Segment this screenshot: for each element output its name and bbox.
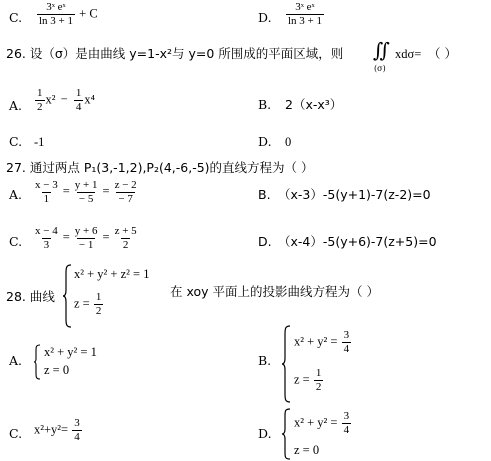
- q27-b-text: （x-3）-5(y+1)-7(z-2)=0: [278, 187, 431, 202]
- equals-sign: =: [62, 184, 70, 199]
- q26-a-minus: −: [60, 92, 68, 107]
- q25-d-fraction: [286, 2, 324, 27]
- q28-row2-prefix: z =: [74, 296, 90, 311]
- q25-d-denominator: ln 3 + 1: [288, 15, 323, 27]
- q26-a-fraction-2: [74, 88, 84, 113]
- q25-c-numerator: 3ˣ eˣ: [46, 1, 66, 13]
- q27-a-n3: z − 2: [114, 179, 137, 191]
- q25-c-denominator: ln 3 + 1: [39, 15, 74, 27]
- q28-d-row1-text: x² + y² =: [294, 415, 338, 430]
- left-brace-icon: [33, 344, 41, 380]
- q27-c-n3: z + 5: [114, 225, 137, 237]
- q27-c-label: C.: [9, 234, 23, 249]
- q27-c-d1: 3: [43, 239, 50, 251]
- q26-a-f2-num: 1: [75, 87, 82, 99]
- q28-row2-den: 2: [95, 305, 102, 317]
- q26-a-term-1: x²: [45, 92, 56, 107]
- q27-a-n2: y + 1: [74, 179, 98, 191]
- q25-c-tail: + C: [79, 6, 98, 21]
- q28-c-expression: [34, 418, 83, 443]
- q28-row2: [74, 292, 104, 317]
- q28-b-row2: [294, 368, 324, 393]
- q27-a-d1: 1: [43, 193, 50, 205]
- q27-b-label: B.: [258, 187, 271, 202]
- q28-c-label: C.: [9, 426, 23, 441]
- equals-sign: =: [62, 230, 70, 245]
- q27-c-d2: − 1: [78, 239, 94, 251]
- q28-b-row2-fraction: [314, 368, 324, 393]
- q28-b-row1-fraction: [342, 330, 352, 355]
- q27-a-frac-2: [73, 180, 100, 205]
- q26-b-label: B.: [258, 97, 272, 112]
- q27-a-d3: − 7: [118, 193, 133, 205]
- double-integral-icon: ∬: [373, 38, 391, 62]
- q28-d-label: D.: [258, 426, 272, 441]
- q26-b-text: 2（x-x³）: [285, 97, 343, 112]
- q25-c-fraction: [37, 2, 75, 27]
- q28-stem-suffix: 在 xoy 平面上的投影曲线方程为（ ）: [170, 284, 379, 299]
- q27-c-frac-1: [33, 226, 60, 251]
- q27-c-frac-3: [113, 226, 139, 251]
- q28-c-text: x²+y²=: [34, 422, 69, 437]
- q28-a-label: A.: [9, 353, 23, 368]
- q27-a-label: A.: [9, 187, 23, 202]
- q26-integrand: xdσ=: [395, 47, 422, 61]
- q28-c-fraction: [72, 418, 82, 443]
- q26-a-term-2: x⁴: [84, 92, 95, 107]
- q25-d-label: D.: [258, 10, 272, 25]
- q28-b-row1-text: x² + y² =: [294, 334, 338, 349]
- q26-d-label: D.: [258, 134, 272, 149]
- q28-d-row2: z = 0: [294, 443, 320, 457]
- q28-b-row1-den: 4: [343, 343, 350, 355]
- q28-b-label: B.: [258, 353, 272, 368]
- q26-stem: 26. 设（σ）是由曲线 y=1-x²与 y=0 所围成的平面区域，则: [6, 46, 344, 61]
- q28-b-row2-num: 1: [315, 367, 322, 379]
- q27-a-n1: x − 3: [35, 179, 58, 191]
- q26-c-label: C.: [9, 134, 23, 149]
- q25-d-expression: [285, 2, 325, 27]
- q27-c-n2: y + 6: [74, 225, 98, 237]
- q27-c-n1: x − 4: [35, 225, 58, 237]
- q27-c-d3: 2: [122, 239, 129, 251]
- q27-a-frac-3: [113, 180, 139, 205]
- q25-c-expression: [36, 2, 98, 27]
- q28-b-row2-text: z =: [294, 372, 310, 387]
- q27-a-d2: − 5: [78, 193, 94, 205]
- q26-a-f2-den: 4: [75, 101, 82, 113]
- q26-blank: （ ）: [428, 46, 457, 61]
- q26-a-f1-den: 2: [37, 101, 43, 113]
- equals-sign: =: [102, 230, 110, 245]
- q26-c-text: -1: [34, 135, 45, 149]
- q28-a-row2: z = 0: [44, 363, 70, 377]
- q26-a-fraction-1: [35, 88, 45, 113]
- q28-a-row1: x² + y² = 1: [44, 345, 97, 359]
- q28-d-row1-den: 4: [343, 424, 350, 436]
- q28-d-row1-num: 3: [343, 410, 350, 422]
- q26-a-label: A.: [9, 98, 23, 113]
- q28-row2-num: 1: [95, 291, 102, 303]
- q28-row2-fraction: [94, 292, 104, 317]
- q28-b-row2-den: 2: [315, 381, 322, 393]
- q28-b-row1: [294, 330, 352, 355]
- q25-c-label: C.: [9, 10, 23, 25]
- q27-stem: 27. 通过两点 P₁(3,-1,2),P₂(4,-6,-5)的直线方程为（ ）: [6, 160, 314, 175]
- q27-c-frac-2: [73, 226, 100, 251]
- q27-d-label: D.: [258, 234, 272, 249]
- left-brace-icon: [281, 408, 291, 460]
- q27-a-expression: [32, 180, 140, 205]
- q28-d-row1-fraction: [342, 411, 352, 436]
- q28-row1: x² + y² + z² = 1: [74, 267, 150, 281]
- left-brace-icon: [62, 264, 72, 328]
- q27-c-expression: [32, 226, 140, 251]
- q26-a-f1-num: 1: [37, 87, 43, 99]
- q28-c-num: 3: [74, 417, 80, 429]
- left-brace-icon: [281, 325, 291, 403]
- q28-d-row1: [294, 411, 352, 436]
- q27-a-frac-1: [33, 180, 60, 205]
- equals-sign: =: [102, 184, 110, 199]
- q28-b-row1-num: 3: [343, 329, 350, 341]
- q25-d-numerator: 3ˣ eˣ: [295, 1, 315, 13]
- q28-stem-prefix: 28. 曲线: [6, 289, 55, 304]
- q26-d-text: 0: [285, 135, 292, 149]
- q26-a-expression: [34, 88, 95, 113]
- q28-c-den: 4: [74, 431, 80, 443]
- q27-d-text: （x-4）-5(y+6)-7(z+5)=0: [278, 234, 437, 249]
- q26-integral-region: (σ): [374, 64, 386, 73]
